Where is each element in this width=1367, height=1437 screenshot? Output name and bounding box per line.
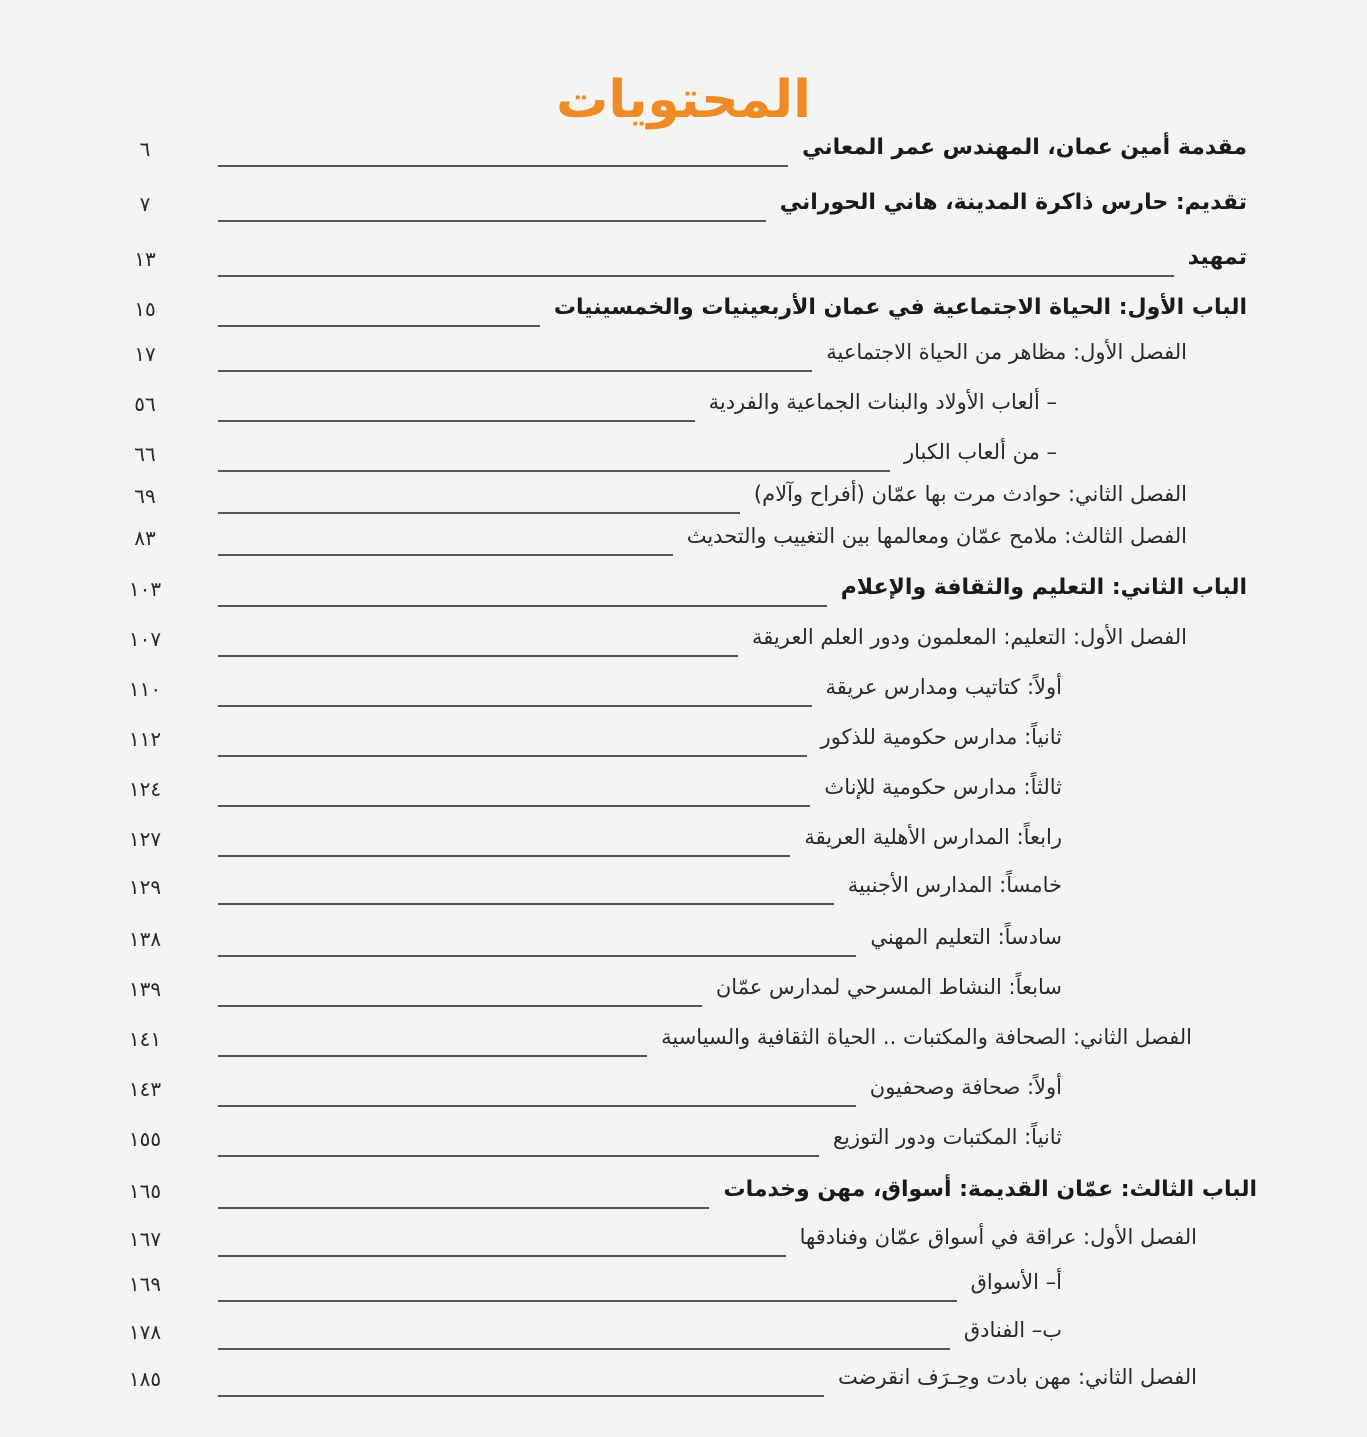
page-number: ١٠٧ xyxy=(128,627,162,651)
toc-entry xyxy=(0,390,1367,430)
leader-line xyxy=(218,955,856,957)
leader-line xyxy=(218,855,790,857)
page-number: ١٨٥ xyxy=(128,1367,162,1391)
leader-line xyxy=(218,605,827,607)
entry-label: أولاً: صحافة وصحفيون xyxy=(869,1075,1062,1099)
entry-label: ثالثاً: مدارس حكومية للإناث xyxy=(824,775,1062,799)
entry-label: الفصل الثاني: مهن بادت وحِـرَف انقرضت xyxy=(838,1365,1197,1389)
entry-label: الباب الثاني: التعليم والثقافة والإعلام xyxy=(840,575,1247,600)
page-number: ١٥٥ xyxy=(128,1127,162,1151)
page-number: ١٦٥ xyxy=(128,1179,162,1203)
page-number: ٦ xyxy=(139,137,151,161)
entry-label: تقديم: حارس ذاكرة المدينة، هاني الحوراني xyxy=(779,190,1247,215)
leader-line xyxy=(218,705,812,707)
toc-entry xyxy=(0,440,1367,480)
page-number: ٨٣ xyxy=(134,526,156,550)
page-title: المحتويات xyxy=(556,70,811,130)
entry-label: سابعاً: النشاط المسرحي لمدارس عمّان xyxy=(715,975,1062,999)
toc-entry xyxy=(0,1318,1367,1358)
leader-line xyxy=(218,755,807,757)
toc-entry xyxy=(0,1365,1367,1405)
page-number: ١٢٩ xyxy=(128,875,162,899)
leader-line xyxy=(218,1395,824,1397)
page-number: ١٠٣ xyxy=(128,577,162,601)
toc-entry xyxy=(0,1075,1367,1115)
toc-entry xyxy=(0,1177,1367,1217)
leader-line xyxy=(218,1105,856,1107)
entry-label: رابعاً: المدارس الأهلية العريقة xyxy=(804,825,1062,849)
toc-entry xyxy=(0,524,1367,564)
page-number: ١٢٤ xyxy=(128,777,162,801)
leader-line xyxy=(218,470,890,472)
toc-entry xyxy=(0,340,1367,380)
page-number: ٧ xyxy=(139,192,151,216)
leader-line xyxy=(218,554,673,556)
toc-entry xyxy=(0,190,1367,230)
page-number: ١٤٣ xyxy=(128,1077,162,1101)
leader-line xyxy=(218,1055,647,1057)
toc-entry xyxy=(0,625,1367,665)
leader-line xyxy=(218,275,1174,277)
leader-line xyxy=(218,1300,957,1302)
entry-label: الفصل الثاني: حوادث مرت بها عمّان (أفراح وآلام) xyxy=(753,482,1187,506)
entry-label: مقدمة أمين عمان، المهندس عمر المعاني xyxy=(802,135,1247,160)
page-number: ١٦٩ xyxy=(128,1272,162,1296)
page-number: ١١٢ xyxy=(128,727,162,751)
entry-label: الفصل الأول: عراقة في أسواق عمّان وفنادقها xyxy=(799,1225,1197,1249)
toc-entry xyxy=(0,245,1367,285)
leader-line xyxy=(218,1207,709,1209)
page-number: ٦٩ xyxy=(134,484,156,508)
toc-entry xyxy=(0,1270,1367,1310)
entry-label: ب– الفنادق xyxy=(963,1318,1062,1342)
entry-label: الفصل الثاني: الصحافة والمكتبات .. الحياة الثقافية والسياسية xyxy=(661,1025,1192,1049)
entry-label: – ألعاب الأولاد والبنات الجماعية والفردية xyxy=(708,390,1057,414)
toc-entry xyxy=(0,1025,1367,1065)
toc-entry xyxy=(0,925,1367,965)
toc-entry xyxy=(0,775,1367,815)
entry-label: خامساً: المدارس الأجنبية xyxy=(847,873,1062,897)
leader-line xyxy=(218,165,788,167)
leader-line xyxy=(218,1255,786,1257)
page-number: ١٦٧ xyxy=(128,1227,162,1251)
page-number: ١٧٨ xyxy=(128,1320,162,1344)
page-number: ٦٦ xyxy=(134,442,156,466)
entry-label: الفصل الثالث: ملامح عمّان ومعالمها بين التغييب والتحديث xyxy=(686,524,1187,548)
page-number: ١٣ xyxy=(134,247,156,271)
leader-line xyxy=(218,1348,950,1350)
page-number: ١٧ xyxy=(134,342,156,366)
toc-entry xyxy=(0,575,1367,615)
toc-entry xyxy=(0,295,1367,335)
toc-entry xyxy=(0,873,1367,913)
leader-line xyxy=(218,1155,819,1157)
page-number: ١٣٨ xyxy=(128,927,162,951)
entry-label: الفصل الأول: مظاهر من الحياة الاجتماعية xyxy=(826,340,1187,364)
entry-label: ثانياً: المكتبات ودور التوزيع xyxy=(832,1125,1062,1149)
leader-line xyxy=(218,220,766,222)
leader-line xyxy=(218,420,695,422)
entry-label: الباب الأول: الحياة الاجتماعية في عمان الأربعينيات والخمسينيات xyxy=(553,295,1247,320)
toc-entry xyxy=(0,975,1367,1015)
page-number: ١٢٧ xyxy=(128,827,162,851)
entry-label: الباب الثالث: عمّان القديمة: أسواق، مهن وخدمات xyxy=(723,1177,1257,1202)
toc-entry xyxy=(0,135,1367,175)
leader-line xyxy=(218,512,740,514)
entry-label: أ– الأسواق xyxy=(970,1270,1062,1294)
toc-entry xyxy=(0,1225,1367,1265)
entry-label: أولاً: كتاتيب ومدارس عريقة xyxy=(825,675,1062,699)
entry-label: ثانياً: مدارس حكومية للذكور xyxy=(820,725,1062,749)
toc-entry xyxy=(0,482,1367,522)
toc-entry xyxy=(0,825,1367,865)
entry-label: سادساً: التعليم المهني xyxy=(870,925,1062,949)
entry-label: الفصل الأول: التعليم: المعلمون ودور العلم العريقة xyxy=(752,625,1187,649)
leader-line xyxy=(218,370,812,372)
leader-line xyxy=(218,325,540,327)
page-number: ١٤١ xyxy=(128,1027,162,1051)
entry-label: – من ألعاب الكبار xyxy=(904,440,1057,464)
toc-entry xyxy=(0,1125,1367,1165)
leader-line xyxy=(218,805,810,807)
page-number: ١١٠ xyxy=(128,677,162,701)
toc-entry xyxy=(0,675,1367,715)
leader-line xyxy=(218,903,834,905)
leader-line xyxy=(218,655,738,657)
page-number: ١٥ xyxy=(134,297,156,321)
page-number: ١٣٩ xyxy=(128,977,162,1001)
leader-line xyxy=(218,1005,702,1007)
page-number: ٥٦ xyxy=(134,392,156,416)
entry-label: تمهيد xyxy=(1187,245,1247,270)
toc-entry xyxy=(0,725,1367,765)
